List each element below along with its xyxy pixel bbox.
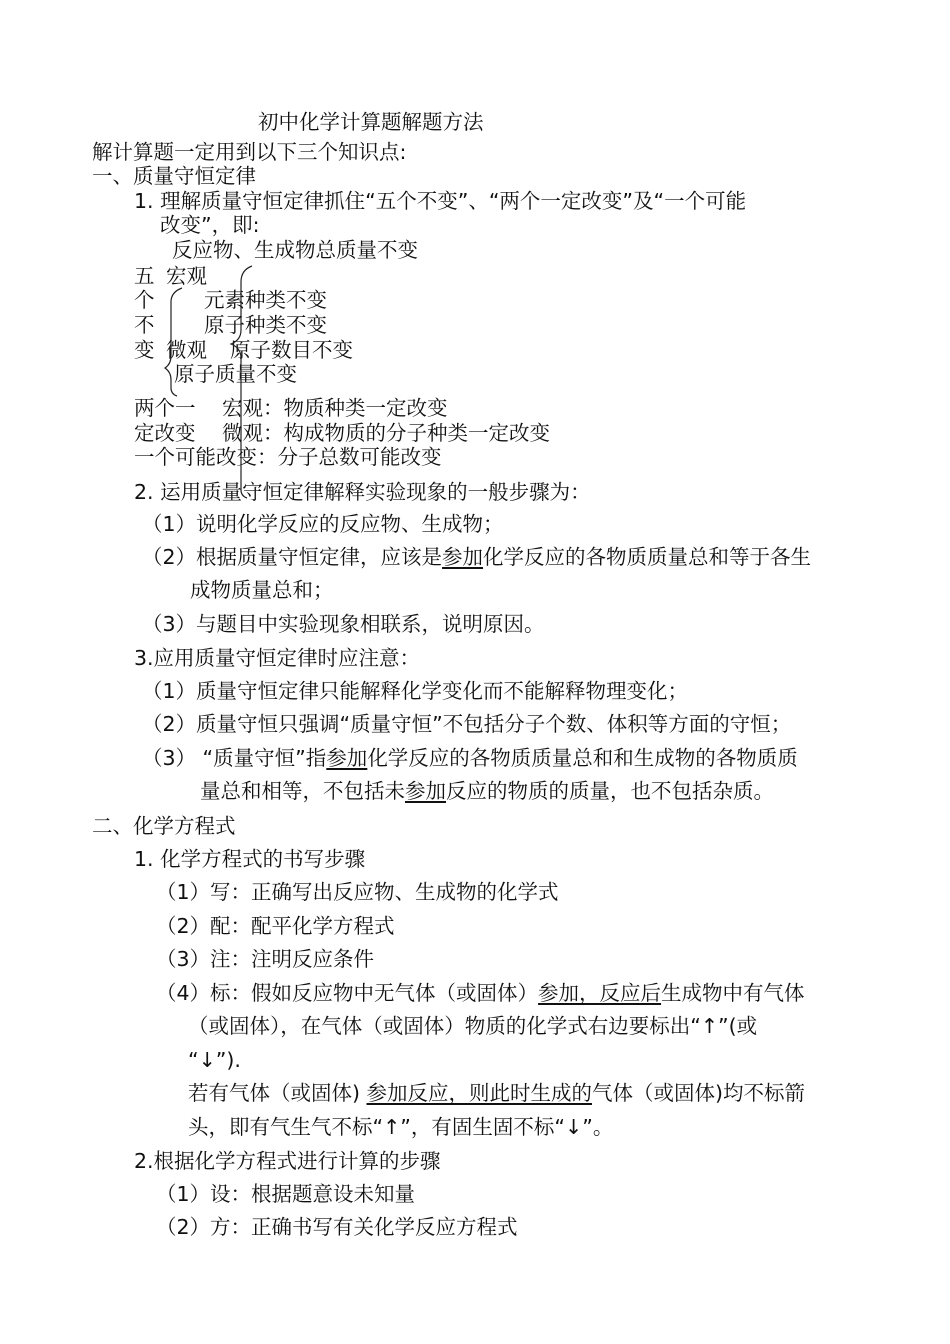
s1-p2-heading: 2. 运用质量守恒定律解释实验现象的一般步骤为： bbox=[134, 480, 591, 504]
s1-p1-line1: 1. 理解质量守恒定律抓住“五个不变”、“两个一定改变”及“一个可能 bbox=[134, 189, 747, 213]
s1-p2-item: （3）与题目中实验现象相联系，说明原因。 bbox=[142, 612, 545, 636]
s1-p2-item: （2）根据质量守恒定律，应该是参加化学反应的各物质质量总和等于各生 bbox=[142, 545, 812, 569]
underline-text: 参加，反应后 bbox=[538, 981, 662, 1005]
five-item: 原子质量不变 bbox=[174, 362, 297, 386]
five-macro-label: 宏观 bbox=[166, 264, 207, 288]
s2-p2-heading: 2.根据化学方程式进行计算的步骤 bbox=[134, 1149, 441, 1173]
section-1-heading: 一、质量守恒定律 bbox=[92, 164, 256, 188]
s2-p1-heading: 1. 化学方程式的书写步骤 bbox=[134, 847, 366, 871]
underline-text: 参加 bbox=[405, 779, 446, 803]
page-title: 初中化学计算题解题方法 bbox=[258, 110, 484, 134]
s2-p1-note-cont: 头，即有气生气不标“↑”，有固生固不标“↓”。 bbox=[188, 1115, 614, 1139]
five-label-char: 个 bbox=[134, 288, 155, 312]
s2-p1-item: （4）标：假如反应物中无气体（或固体）参加，反应后生成物中有气体 bbox=[156, 981, 805, 1005]
underline-text: 参加 bbox=[442, 545, 484, 569]
five-label-char: 五 bbox=[134, 264, 155, 288]
intro-text: 解计算题一定用到以下三个知识点: bbox=[92, 140, 407, 164]
two-label-2: 定改变 bbox=[134, 421, 196, 445]
five-item: 原子数目不变 bbox=[230, 338, 353, 362]
five-label-char: 不 bbox=[134, 313, 155, 337]
five-item: 元素种类不变 bbox=[204, 288, 327, 312]
underline-text: 参加 bbox=[326, 746, 368, 770]
s1-p3-heading: 3.应用质量守恒定律时应注意： bbox=[134, 646, 421, 670]
five-label-char: 变 bbox=[134, 338, 155, 362]
s1-p3-item-cont: 量总和相等，不包括未参加反应的物质的质量，也不包括杂质。 bbox=[200, 779, 774, 803]
one-possible: 一个可能改变：分子总数可能改变 bbox=[134, 445, 442, 469]
s2-p2-item: （2）方：正确书写有关化学反应方程式 bbox=[156, 1215, 518, 1239]
s2-p1-item-cont: “↓”). bbox=[188, 1048, 241, 1072]
s2-p1-note: 若有气体（或固体) 参加反应，则此时生成的气体（或固体)均不标箭 bbox=[188, 1081, 806, 1105]
section-2-heading: 二、化学方程式 bbox=[92, 814, 236, 838]
five-item: 原子种类不变 bbox=[204, 313, 327, 337]
two-micro: 微观：构成物质的分子种类一定改变 bbox=[222, 421, 550, 445]
s2-p2-item: （1）设：根据题意设未知量 bbox=[156, 1182, 416, 1206]
two-label-1: 两个一 bbox=[134, 396, 196, 420]
s1-p2-item-cont: 成物质量总和； bbox=[190, 578, 334, 602]
s2-p1-item: （3）注：注明反应条件 bbox=[156, 947, 375, 971]
s2-p1-item: （2）配：配平化学方程式 bbox=[156, 914, 395, 938]
s2-p1-item-cont: （或固体），在气体（或固体）物质的化学式右边要标出“↑”(或 bbox=[188, 1014, 758, 1038]
s1-p3-item: （3） “质量守恒”指参加化学反应的各物质质量总和和生成物的各物质质 bbox=[142, 746, 798, 770]
underline-text: 参加反应，则此时生成的 bbox=[366, 1081, 593, 1105]
five-micro-label: 微观 bbox=[166, 338, 207, 362]
s1-p3-item: （2）质量守恒只强调“质量守恒”不包括分子个数、体积等方面的守恒； bbox=[142, 712, 792, 736]
s2-p1-item: （1）写：正确写出反应物、生成物的化学式 bbox=[156, 880, 559, 904]
s1-p1-line2: 改变”，即: bbox=[160, 213, 260, 237]
s1-p2-item: （1）说明化学反应的反应物、生成物； bbox=[142, 512, 504, 536]
five-top-item: 反应物、生成物总质量不变 bbox=[172, 238, 418, 262]
s1-p3-item: （1）质量守恒定律只能解释化学变化而不能解释物理变化； bbox=[142, 679, 689, 703]
two-macro: 宏观：物质种类一定改变 bbox=[222, 396, 448, 420]
